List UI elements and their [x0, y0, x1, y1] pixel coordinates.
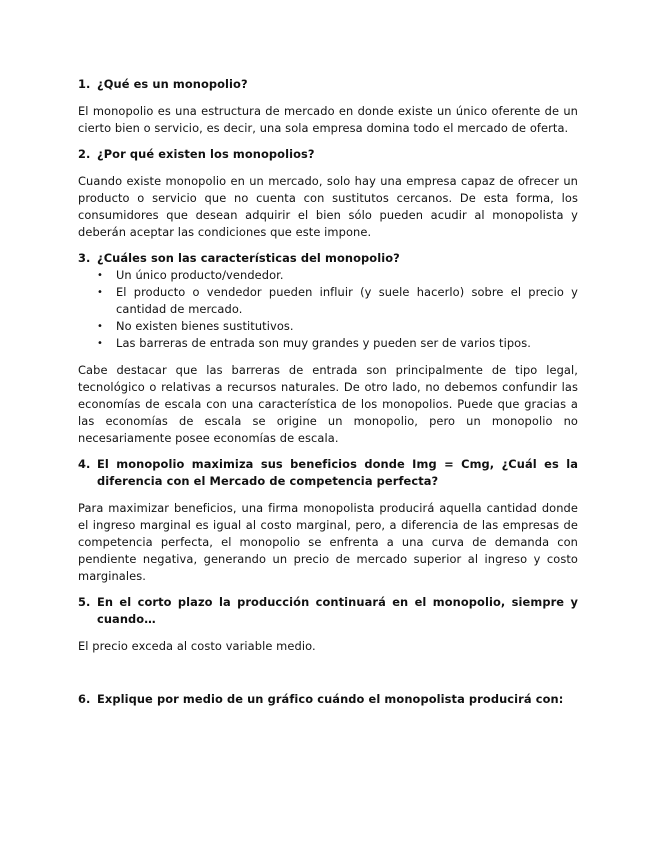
question-5-title: En el corto plazo la producción continuará en el monopolio, siempre y cuando… [97, 595, 578, 626]
list-item-text: Un único producto/vendedor. [116, 268, 284, 282]
characteristics-list [78, 267, 578, 352]
list-item [97, 267, 578, 284]
document-page [78, 76, 578, 708]
question-3-heading [78, 250, 578, 267]
question-4-number: 4. [78, 457, 91, 471]
question-2-number: 2. [78, 147, 91, 161]
question-3-answer: Cabe destacar que las barreras de entrada son principalmente de tipo legal, tecnológico o relativas a recursos naturales. De otro lado, no debemos confundir las economías de escala con una característica de los monopolios. Puede que gracias a las economías de escala se origine un monopolio, pero un monopolio no necesariamente posee economías de escala. [78, 363, 578, 445]
bullet-icon: • [97, 287, 103, 298]
question-1-heading [78, 76, 578, 93]
list-item-text: Las barreras de entrada son muy grandes y pueden ser de varios tipos. [116, 336, 531, 350]
list-item [97, 318, 578, 335]
question-3-number: 3. [78, 251, 91, 265]
question-1-title: ¿Qué es un monopolio? [97, 77, 248, 91]
question-5-heading [78, 594, 578, 628]
list-item [97, 335, 578, 352]
question-2-title: ¿Por qué existen los monopolios? [97, 147, 315, 161]
question-3-title: ¿Cuáles son las características del monopolio? [97, 251, 400, 265]
list-item-text: El producto o vendedor pueden influir (y suele hacerlo) sobre el precio y cantidad de mercado. [116, 285, 578, 316]
list-item [97, 284, 578, 318]
question-4-answer: Para maximizar beneficios, una firma monopolista producirá aquella cantidad donde el ingreso marginal es igual al costo marginal, pero, a diferencia de las empresas de competencia perfecta, el monopolio se enfrenta a una curva de demanda con pendiente negativa, generando un precio de mercado superior al ingreso y costo marginales. [78, 501, 578, 583]
question-2-heading [78, 146, 578, 163]
bullet-icon: • [97, 321, 103, 332]
list-item-text: No existen bienes sustitutivos. [116, 319, 294, 333]
question-2-answer: Cuando existe monopolio en un mercado, solo hay una empresa capaz de ofrecer un producto o servicio que no cuenta con sustitutos cercanos. De esta forma, los consumidores que desean adquirir el bien sólo pueden acudir al monopolista y deberán aceptar las condiciones que este impone. [78, 174, 578, 239]
question-4-title: El monopolio maximiza sus beneficios donde Img = Cmg, ¿Cuál es la diferencia con el Mercado de competencia perfecta? [97, 457, 578, 488]
question-6-title: Explique por medio de un gráfico cuándo el monopolista producirá con: [97, 692, 564, 706]
question-6-number: 6. [78, 692, 91, 706]
bullet-icon: • [97, 270, 103, 281]
question-1-number: 1. [78, 77, 91, 91]
question-5-number: 5. [78, 595, 91, 609]
bullet-icon: • [97, 338, 103, 349]
question-5-answer: El precio exceda al costo variable medio. [78, 639, 316, 653]
question-1-answer: El monopolio es una estructura de mercado en donde existe un único oferente de un cierto bien o servicio, es decir, una sola empresa domina todo el mercado de oferta. [78, 104, 578, 135]
question-4-heading [78, 456, 578, 490]
question-6-heading [78, 691, 578, 708]
